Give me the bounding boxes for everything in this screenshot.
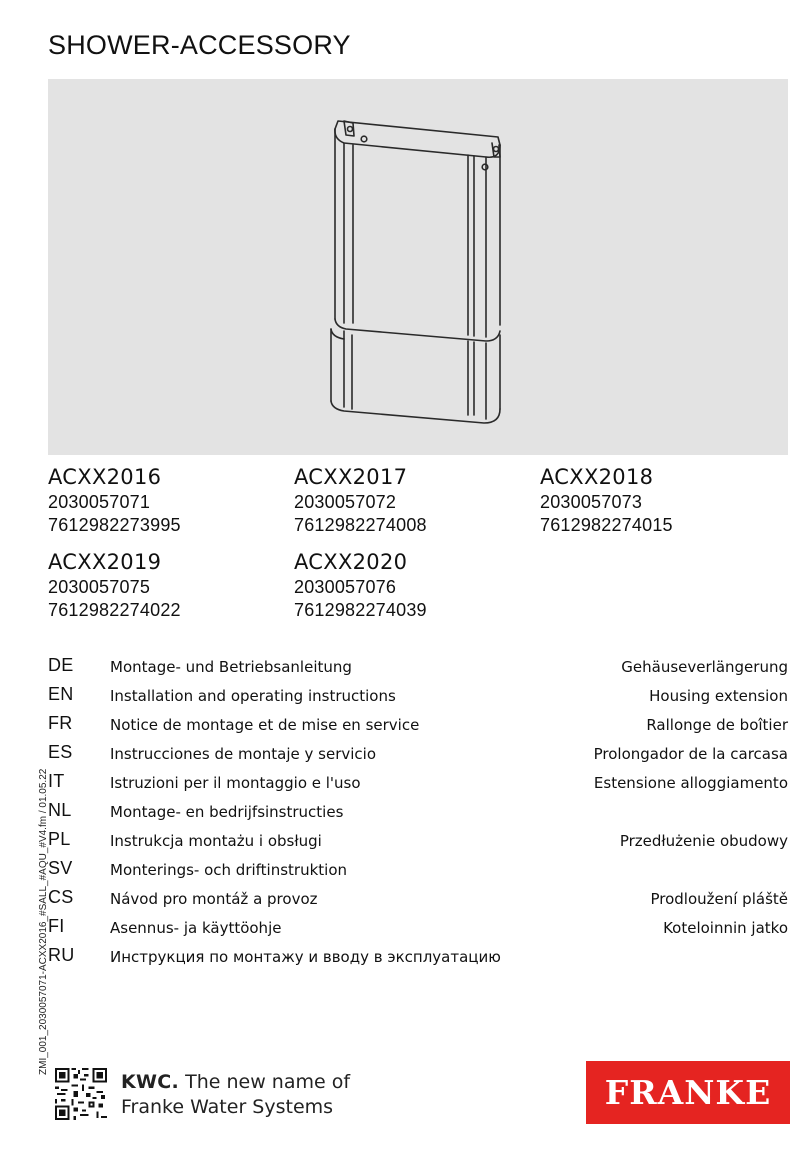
language-code: IT	[48, 771, 65, 791]
instructions-title: Instrukcja montażu i obsługi	[110, 832, 322, 850]
language-row	[48, 945, 788, 974]
product-name: Housing extension	[649, 687, 788, 705]
product-name: Rallonge de boîtier	[646, 716, 788, 734]
language-list	[48, 655, 788, 974]
article-number: 2030057071	[48, 492, 151, 512]
document-reference-code: ZMI_001_2030057071-ACXX2016_#SALL_#AQU_#V4.fm / 01.05.22	[38, 768, 49, 1075]
language-code: ES	[48, 742, 73, 762]
language-row	[48, 771, 788, 800]
language-row	[48, 858, 788, 887]
product-block	[48, 465, 181, 538]
qr-code-icon	[55, 1068, 107, 1120]
instructions-title: Monterings- och driftinstruktion	[110, 861, 348, 879]
language-row	[48, 684, 788, 713]
product-name: Prodloužení pláště	[650, 890, 788, 908]
model-number: ACXX2018	[540, 465, 654, 489]
product-name: Gehäuseverlängerung	[621, 658, 788, 676]
instructions-title: Istruzioni per il montaggio e l'uso	[110, 774, 361, 792]
housing-extension-drawing	[48, 79, 788, 455]
instructions-title: Notice de montage et de mise en service	[110, 716, 420, 734]
language-code: FR	[48, 713, 73, 733]
ean-number: 7612982274015	[540, 515, 673, 535]
model-number: ACXX2020	[294, 550, 408, 574]
instructions-title: Инструкция по монтажу и вводу в эксплуатацию	[110, 948, 501, 966]
article-number: 2030057073	[540, 492, 643, 512]
article-number: 2030057076	[294, 577, 397, 597]
language-code: CS	[48, 887, 74, 907]
product-name: Przedłużenie obudowy	[619, 832, 788, 850]
language-row	[48, 800, 788, 829]
kwc-tagline	[121, 1070, 350, 1119]
article-number: 2030057075	[48, 577, 151, 597]
language-code: DE	[48, 655, 74, 675]
language-row	[48, 655, 788, 684]
instructions-title: Montage- und Betriebsanleitung	[110, 658, 352, 676]
language-row	[48, 829, 788, 858]
ean-number: 7612982274022	[48, 600, 181, 620]
document-title: SHOWER-ACCESSORY	[48, 30, 351, 60]
article-number: 2030057072	[294, 492, 397, 512]
instructions-title: Asennus- ja käyttöohje	[110, 919, 282, 937]
model-number: ACXX2017	[294, 465, 408, 489]
language-code: RU	[48, 945, 75, 965]
instructions-title: Instrucciones de montaje y servicio	[110, 745, 377, 763]
language-code: NL	[48, 800, 72, 820]
product-block	[48, 550, 181, 623]
kwc-logo: KWC.	[121, 1071, 180, 1093]
language-code: PL	[48, 829, 71, 849]
ean-number: 7612982273995	[48, 515, 181, 535]
product-name: Estensione alloggiamento	[593, 774, 788, 792]
kwc-tagline-line1: The new name of	[185, 1071, 351, 1093]
language-row	[48, 887, 788, 916]
franke-logo: FRANKE	[586, 1061, 790, 1124]
model-number: ACXX2019	[48, 550, 162, 574]
product-block	[540, 465, 673, 538]
ean-number: 7612982274008	[294, 515, 427, 535]
ean-number: 7612982274039	[294, 600, 427, 620]
kwc-tagline-line2: Franke Water Systems	[121, 1095, 334, 1118]
product-name: Prolongador de la carcasa	[593, 745, 788, 763]
product-block	[294, 550, 427, 623]
instructions-title: Návod pro montáž a provoz	[110, 890, 318, 908]
product-illustration	[48, 79, 788, 455]
language-row	[48, 916, 788, 945]
language-code: EN	[48, 684, 74, 704]
language-row	[48, 713, 788, 742]
language-code: FI	[48, 916, 65, 936]
instructions-title: Montage- en bedrijfsinstructies	[110, 803, 344, 821]
model-number: ACXX2016	[48, 465, 162, 489]
language-code: SV	[48, 858, 73, 878]
product-name: Koteloinnin jatko	[663, 919, 788, 937]
product-block	[294, 465, 427, 538]
instructions-title: Installation and operating instructions	[110, 687, 396, 705]
language-row	[48, 742, 788, 771]
